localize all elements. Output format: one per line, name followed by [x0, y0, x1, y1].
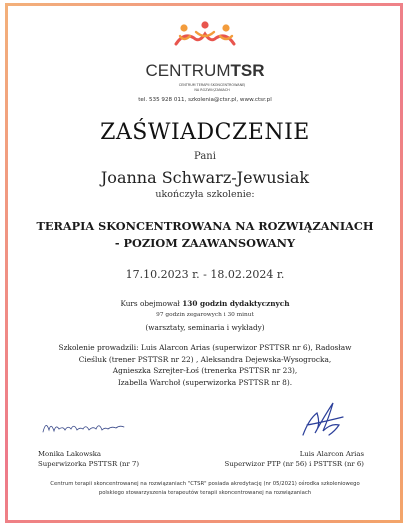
footer-line: Centrum terapii skoncentrowanej na rozwiązaniach "CTSR" posiada akredytację (nr 05/2021) ośrodka szkoleniowego	[50, 481, 360, 487]
salutation: Pani	[194, 151, 216, 162]
hours-prefix: Kurs obejmował	[120, 299, 183, 308]
svg-text:CENTRUMTSR	[146, 61, 265, 80]
certificate-title: ZAŚWIADCZENIE	[100, 120, 310, 145]
hours-bold: 130 godzin dydaktycznych	[182, 299, 290, 308]
right-signatory	[225, 449, 364, 469]
course-title-line-2: - POZIOM ZAAWANSOWANY	[114, 236, 296, 250]
recipient-name: Joanna Schwarz-Jewusiak	[100, 168, 310, 187]
left-signatory	[38, 449, 139, 469]
course-title-line-1: TERAPIA SKONCENTROWANA NA ROZWIĄZANIACH	[36, 219, 374, 233]
right-signature-image	[295, 395, 350, 443]
trainers-line: Cieśluk (trener PSTTSR nr 22) , Aleksandra Dejewska-Wysogrocka,	[78, 354, 332, 364]
trainers-paragraph	[0, 342, 410, 389]
course-hours	[0, 299, 410, 308]
logo-tagline-1: CENTRUM TERAPII SKONCENTROWANEJ	[178, 83, 246, 87]
right-signatory-role: Superwizor PTP (nr 56) i PSTTSR (nr 6)	[224, 460, 364, 468]
left-signatory-name: Monika Lakowska	[38, 450, 102, 458]
brand-right: TSR	[230, 61, 265, 80]
trainers-line: Szkolenie prowadzili: Luis Alarcon Arias (superwizor PSTTSR nr 6), Radosław	[58, 343, 352, 352]
contact-info: tel. 535 928 011, szkolenia@ctsr.pl, www.ctsr.pl	[138, 97, 272, 103]
right-signatory-name: Luis Alarcon Arias	[299, 450, 364, 458]
trainers-line: Izabella Warchoł (superwizorka PSTTSR nr 8).	[117, 378, 293, 388]
completed-text: ukończyła szkolenie:	[155, 189, 255, 200]
people-icon	[176, 21, 234, 44]
brand-left: CENTRUM	[145, 61, 231, 80]
trainers-line: Agnieszka Szrejter-Łoś (trenerka PSTTSR nr 23),	[112, 366, 298, 376]
footer-line: polskiego stowarzyszenia terapeutów terapii skoncentrowanej na rozwiązaniach	[98, 489, 312, 496]
left-signature-image	[40, 414, 130, 440]
logo-tagline-2: NA ROZWIĄZANIACH	[194, 88, 230, 92]
course-dates: 17.10.2023 r. - 18.02.2024 r.	[125, 268, 285, 281]
left-signatory-role: Superwizorka PSTTSR (nr 7)	[38, 460, 140, 468]
accreditation-footer	[0, 480, 410, 497]
course-minutes: 97 godzin zegarowych i 30 minut	[156, 312, 254, 318]
course-mode: (warsztaty, seminaria i wykłady)	[145, 323, 265, 332]
